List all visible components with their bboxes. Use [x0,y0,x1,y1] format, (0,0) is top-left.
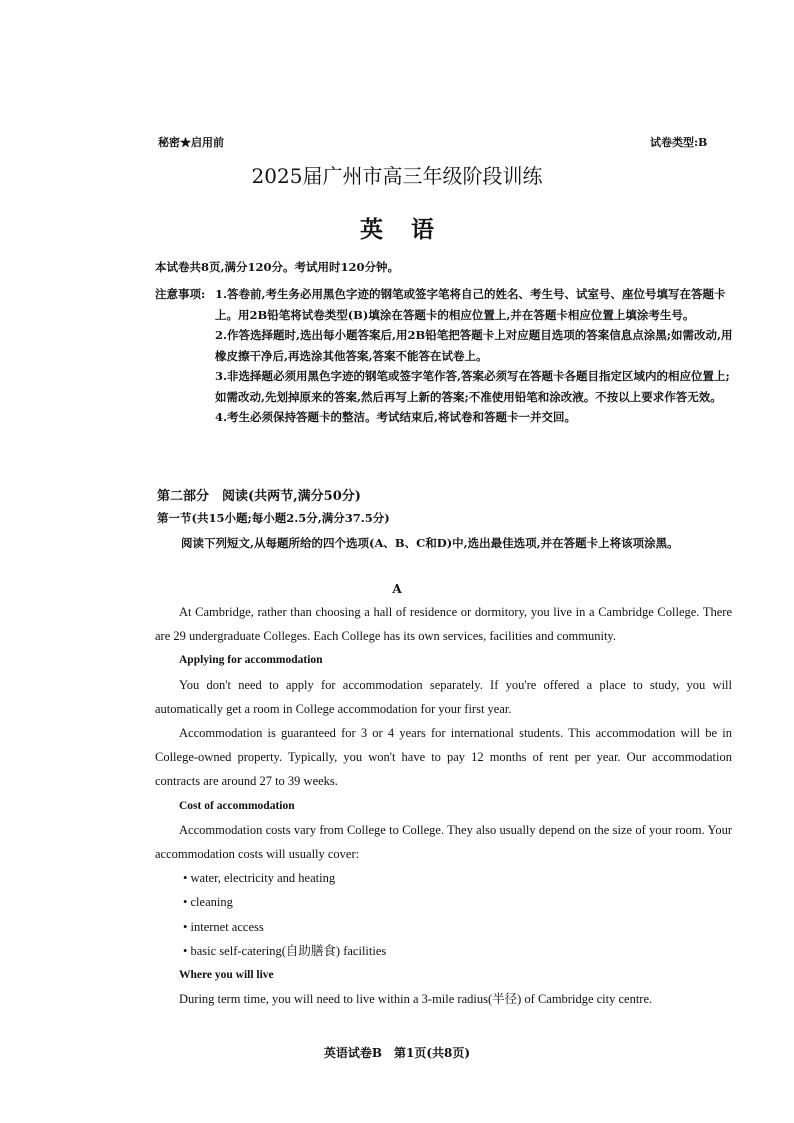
notes-label: 注意事项: [155,287,206,301]
exam-info: 本试卷共8页,满分120分。考试用时120分钟。 [155,260,400,274]
subject-title: 英语 [360,216,462,243]
subheading-applying: Applying for accommodation [179,654,323,667]
confidential-label: 秘密★启用前 [158,136,224,149]
notes-block [155,284,735,428]
reading-instructions: 阅读下列短文,从每题所给的四个选项(A、B、C和D)中,选出最佳选项,并在答题卡上将该项涂黑。 [181,536,679,550]
passage-paragraph-4: During term time, you will need to live within a 3-mile radius(半径) of Cambridge city centre. [179,992,653,1007]
note-item-4: 4.考生必须保持答题卡的整洁。考试结束后,将试卷和答题卡一并交回。 [215,410,577,424]
page-footer: 英语试卷B 第1页(共8页) [323,1046,471,1060]
notes-row [155,284,735,428]
paper-type-label: 试卷类型:B [650,136,708,149]
passage-paragraph-2: Accommodation is guaranteed for 3 or 4 years for international students. This accommodation will be in College-owned property. Typically, you won't have to pay 12 months of rent per year. Our accommodation contracts are around 27 to 39 weeks. [155,726,732,789]
bullet-item: • internet access [183,919,264,934]
passage-paragraph-1: You don't need to apply for accommodation separately. If you're offered a place to study, you will automatically get a room in College accommodation for your first year. [155,677,732,716]
passage-body [155,600,732,1011]
exam-title: 2025届广州市高三年级阶段训练 [251,164,543,188]
bullet-item: • cleaning [183,895,233,910]
passage-paragraph-3: Accommodation costs vary from College to College. They also usually depend on the size of your room. Your accommodation costs will usually cover: [155,822,732,862]
note-item-3: 3.非选择题必须用黑色字迹的钢笔或签字笔作答,答案必须写在答题卡各题目指定区域内的相应位置上;如需改动,先划掉原来的答案,然后再写上新的答案;不准使用铅笔和涂改液。不按以上要求作答无效。 [215,369,730,404]
note-item-1: 1.答卷前,考生务必用黑色字迹的钢笔或签字笔将自己的姓名、考生号、试室号、座位号填写在答题卡上。用2B铅笔将试卷类型(B)填涂在答题卡的相应位置上,并在答题卡相应位置上填涂考生号。 [215,287,726,322]
bullet-item: • basic self-catering(自助膳食) facilities [183,943,387,958]
section-heading: 第一节(共15小题;每小题2.5分,满分37.5分) [157,511,390,525]
subheading-cost: Cost of accommodation [179,799,295,812]
subheading-where: Where you will live [179,969,274,982]
bullet-item: • water, electricity and heating [183,871,336,886]
part-heading: 第二部分 阅读(共两节,满分50分) [157,489,361,504]
passage-intro: At Cambridge, rather than choosing a hall of residence or dormitory, you live in a Cambridge College. There are 29 undergraduate Colleges. Each College has its own services, facilities and community. [155,605,732,644]
notes-list [215,284,735,428]
passage-label: A [392,582,402,596]
note-item-2: 2.作答选择题时,选出每小题答案后,用2B铅笔把答题卡上对应题目选项的答案信息点涂黑;如需改动,用橡皮擦干净后,再选涂其他答案,答案不能答在试卷上。 [215,328,733,363]
